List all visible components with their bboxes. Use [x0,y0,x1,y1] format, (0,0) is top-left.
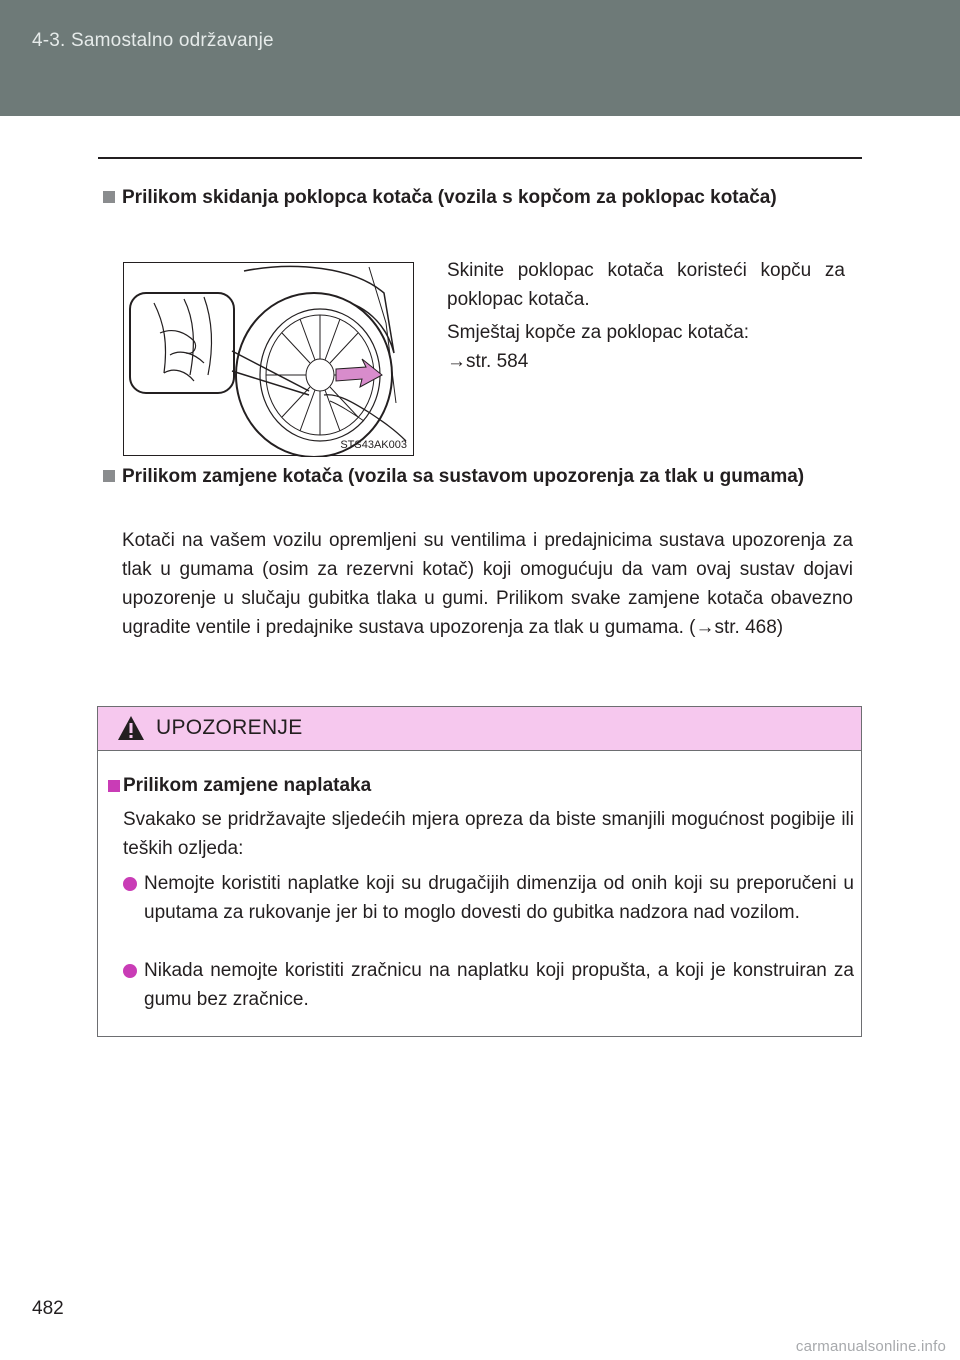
warning-intro: Svakako se pridržavajte sljedećih mjera opreza da biste smanjili mogućnost pogibije ili teških ozljeda: [123,809,854,859]
heading-square-icon [103,191,115,203]
heading-square-icon [103,470,115,482]
section-title: 4-3. Samostalno održavanje [32,30,274,51]
wheel-cover-figure [123,262,414,456]
clip-location-label: Smještaj kopče za poklopac kotača: [447,322,750,343]
warning-header [98,707,861,751]
warning-heading-square-icon [108,780,120,792]
warning-triangle-icon [117,715,145,741]
figure-code: STS43AK003 [340,439,407,451]
wheel-cover-illustration [124,263,415,457]
section1-heading [122,183,853,212]
warning-title: UPOZORENJE [156,716,303,739]
section1-text1: Skinite poklopac kotača koristeći kopču za poklopac kotača. [447,260,845,310]
section2-heading [122,462,853,491]
page-number: 482 [32,1298,64,1319]
section1-heading-text: Prilikom skidanja poklopca kotača (vozila s kopčom za poklopac kotača) [122,187,777,208]
warning-bullet-2: Nikada nemojte koristiti zračnicu na naplatku koji propušta, a koji je konstruiran za gumu bez zračnice. [144,960,854,1010]
top-rule [98,157,862,159]
section1-text2 [447,318,845,376]
header-band [0,0,960,116]
warning-heading: Prilikom zamjene naplataka [123,775,372,796]
section2-heading-text: Prilikom zamjene kotača (vozila sa sustavom upozorenja za tlak u gumama) [122,466,805,487]
warning-bullet-1: Nemojte koristiti naplatke koji su drugačijih dimenzija od onih koji su preporučeni u uputama za rukovanje jer bi to moglo dovesti do gubitka nadzora nad vozilom. [144,873,854,923]
clip-location-ref[interactable]: →str. 584 [447,351,529,372]
section2-body: Kotači na vašem vozilu opremljeni su ventilima i predajnicima sustava upozorenja za tlak u gumama (osim za rezervni kotač) koji omogućuju da vam ovaj sustav dojavi upozorenje u slučaju gubitka tlaka u gumi. Prilikom svake zamjene kotača obavezno ugradite ventile i predajnike sustava upozorenja za tlak u gumama. (→str. 468) [122,530,853,638]
warning-box [97,706,862,1037]
bullet-dot-icon [123,964,137,978]
watermark: carmanualsonline.info [795,1338,946,1355]
bullet-dot-icon [123,877,137,891]
